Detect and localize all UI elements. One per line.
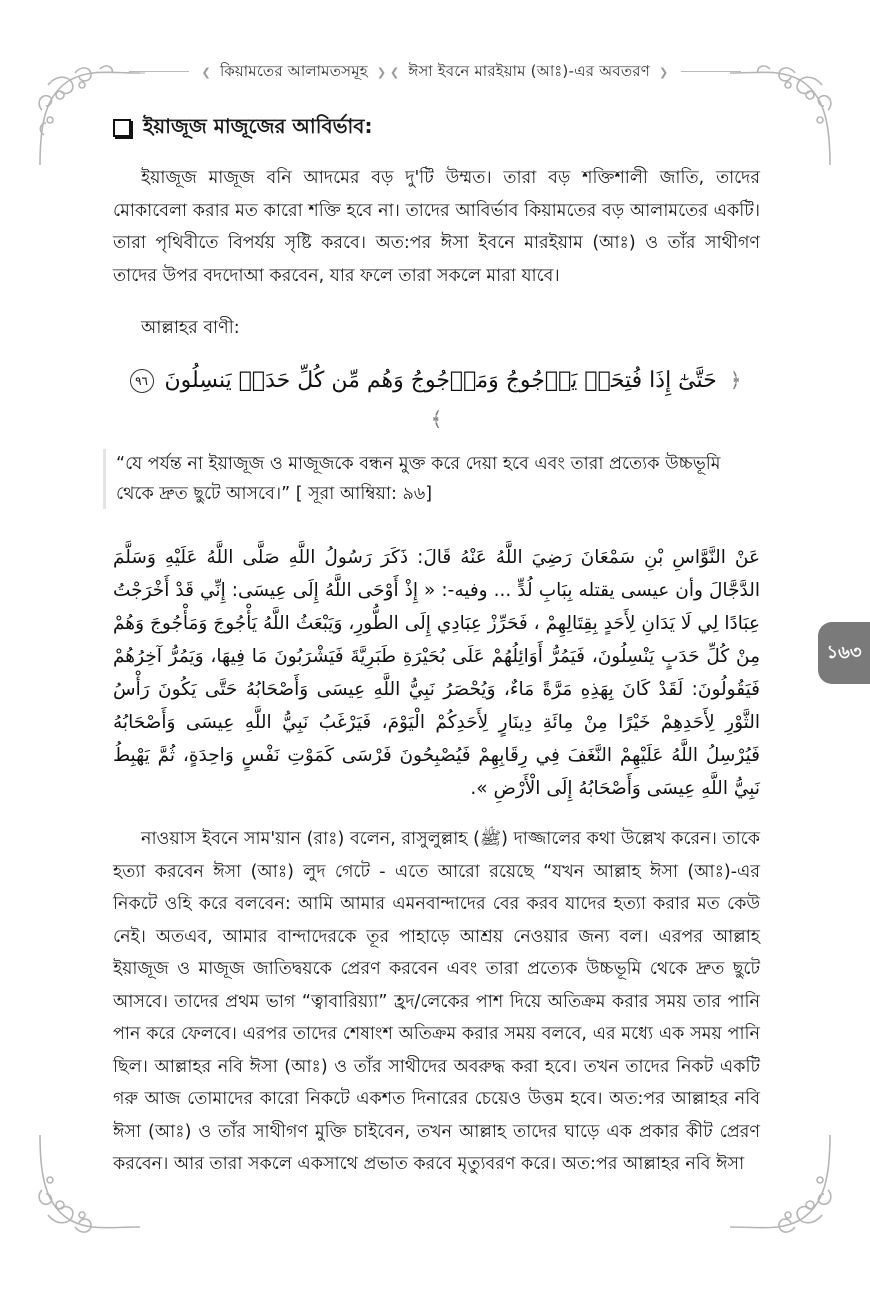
ayah-number: ٩٦	[130, 369, 154, 393]
page-number-tab	[818, 622, 870, 684]
header-separator-icon: ❮	[201, 66, 211, 79]
header-separator-icon: ❯ ❮	[376, 66, 400, 79]
ayah-open-bracket: ﴿	[729, 367, 742, 392]
header-separator-icon: ❯	[659, 66, 669, 79]
ayah-text: حَتَّىٰٓ إِذَا فُتِحَتۡ يَأۡجُوجُ وَمَأۡجُوجُ وَهُم مِّن كُلِّ حَدَبٖ يَنسِلُونَ	[164, 367, 717, 393]
page-content	[113, 110, 760, 1181]
checkbox-bullet-icon	[113, 119, 131, 137]
quran-label: আল্লাহর বাণী:	[141, 318, 240, 338]
header-rule	[129, 71, 189, 72]
header-rule	[681, 71, 741, 72]
header-section: ঈসা ইবনে মারইয়াম (আঃ)-এর অবতরণ	[408, 62, 651, 80]
ayah-translation: “যে পর্যন্ত না ইয়াজূজ ও মাজূজকে বন্ধন মুক্ত করে দেয়া হবে এবং তারা প্রত্যেক উচ্চভূমি থেকে দ্রুত ছুটে আসবে।” [ সূরা আম্বিয়া: ৯৬]	[116, 453, 721, 504]
quran-ayah	[113, 361, 760, 439]
page-number: ১৬৩	[826, 641, 862, 663]
section-heading	[113, 110, 760, 146]
header-chapter: কিয়ামতের আলামতসমূহ	[219, 62, 368, 80]
hadith-arabic: عَنْ النَّوَّاسِ بْنِ سَمْعَانَ رَضِيَ اللَّهُ عَنْهُ قَالَ: ذَكَرَ رَسُولُ اللَّهِ صَلَّى اللَّهُ عَلَيْهِ وَسَلَّمَ الدَّجَّالَ وأن عيسى يقتله بِبَابِ لُدٍّ ... وفيه-: « إِذْ أَوْحَى اللَّهُ إِلَى عِيسَى: إِنِّي قَدْ أَخْرَجْتُ عِبَادًا لِي لَا يَدَانِ لِأَحَدٍ بِقِتَالِهِمْ ، فَحَرِّزْ عِبَادِي إِلَى الطُّورِ، وَيَبْعَثُ اللَّهُ يَأْجُوجَ وَمَأْجُوجَ وَهُمْ مِنْ كُلِّ حَدَبٍ يَنْسِلُونَ، فَيَمُرُّ أَوَائِلُهُمْ عَلَى بُحَيْرَةِ طَبَرِيَّةَ فَيَشْرَبُونَ مَا فِيهَا، وَيَمُرُّ آخِرُهُمْ فَيَقُولُونَ: لَقَدْ كَانَ بِهَذِهِ مَرَّةً مَاءٌ، وَيُحْصَرُ نَبِيُّ اللَّهِ عِيسَى وَأَصْحَابُهُ حَتَّى يَكُونَ رَأْسُ الثَّوْرِ لِأَحَدِهِمْ خَيْرًا مِنْ مِائَةِ دِينَارٍ لِأَحَدِكُمْ الْيَوْمَ، فَيَرْغَبُ نَبِيُّ اللَّهِ عِيسَى وَأَصْحَابُهُ فَيُرْسِلُ اللَّهُ عَلَيْهِمْ النَّغَفَ فِي رِقَابِهِمْ فَيُصْبِحُونَ فَرْسَى كَمَوْتِ نَفْسٍ وَاحِدَةٍ، ثُمَّ يَهْبِطُ نَبِيُّ اللَّهِ عِيسَى وَأَصْحَابُهُ إِلَى الْأَرْضِ ».	[113, 546, 760, 799]
running-header	[0, 60, 870, 85]
ayah-translation-quote	[103, 449, 760, 509]
intro-paragraph: ইয়াজূজ মাজূজ বনি আদমের বড় দু'টি উম্মত। তারা বড় শক্তিশালী জাতি, তাদের মোকাবেলা করার মত কারো শক্তি হবে না। তাদের আবির্ভাব কিয়ামতের বড় আলামতের একটি। তারা পৃথিবীতে বিপর্যয় সৃষ্টি করবে। অত:পর ঈসা ইবনে মারইয়াম (আঃ) ও তাঁর সাথীগণ তাদের উপর বদদোআ করবেন, যার ফলে তারা সকলে মারা যাবে।	[113, 168, 760, 286]
hadith-translation: নাওয়াস ইবনে সাম'য়ান (রাঃ) বলেন, রাসুলুল্লাহ (ﷺ) দাজ্জালের কথা উল্লেখ করেন। তাকে হত্যা করবেন ঈসা (আঃ) লুদ গেটে - এতে আরো রয়েছে “যখন আল্লাহ ঈসা (আঃ)-এর নিকটে ওহি করে বলবেন: আমি আমার এমনবান্দাদের বের করব যাদের হত্যা করার মত কেউ নেই। অতএব, আমার বান্দাদেরকে তূর পাহাড়ে আশ্রয় নেওয়ার জন্য বল। এরপর আল্লাহ ইয়াজূজ ও মাজূজ জাতিদ্বয়কে প্রেরণ করবেন এবং তারা প্রত্যেক উচ্চভূমি থেকে দ্রুত ছুটে আসবে। তাদের প্রথম ভাগ “ত্বাবারিয়্যা” হ্রদ/লেকের পাশ দিয়ে অতিক্রম করার সময় তার পানি পান করে ফেলবে। এরপর তাদের শেষাংশ অতিক্রম করার সময় বলবে, এর মধ্যে এক সময় পানি ছিল। আল্লাহর নবি ঈসা (আঃ) ও তাঁর সাথীদের অবরুদ্ধ করা হবে। তখন তাদের নিকট একটি গরু আজ তোমাদের কারো নিকটে একশত দিনারের চেয়েও উত্তম হবে। অত:পর আল্লাহর নবি ঈসা (আঃ) ও তাঁর সাথীগণ মুক্তি চাইবেন, তখন আল্লাহ তাদের ঘাড়ে এক প্রকার কীট প্রেরণ করবেন। আর তারা সকলে একসাথে প্রভাত করবে মৃত্যুবরণ করে। অত:পর আল্লাহর নবি ঈসা	[113, 829, 761, 1174]
section-heading-text: ইয়াজূজ মাজূজের আবির্ভাব:	[143, 113, 373, 138]
ayah-close-bracket: ﴾	[430, 406, 443, 431]
